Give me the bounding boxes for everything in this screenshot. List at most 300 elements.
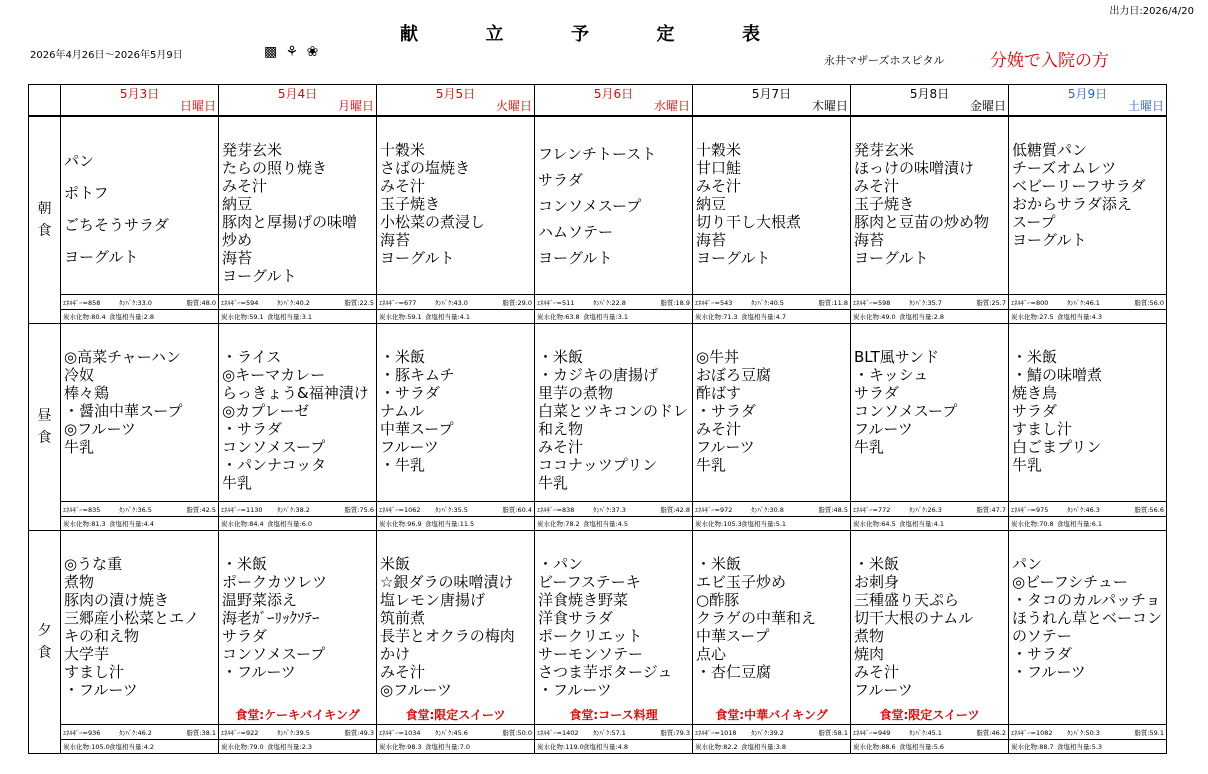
- fat-value: 脂質:38.1: [186, 729, 216, 737]
- carb-value: 炭水化物:79.0: [221, 743, 264, 751]
- nutrition-box: [693, 501, 850, 530]
- protein-value: ﾀﾝﾊﾟｸ:22.8: [593, 299, 626, 307]
- salt-value: 食塩相当量:4.3: [1057, 313, 1103, 321]
- dish-item: 里芋の煮物: [538, 384, 614, 402]
- dish-item: 牛乳: [538, 474, 569, 492]
- dish-item: ・タコのカルパッチョ: [1012, 591, 1161, 609]
- energy-value: ｴﾈﾙｷﾞｰ=835: [63, 506, 101, 514]
- protein-value: ﾀﾝﾊﾟｸ:30.8: [751, 506, 784, 514]
- dish-item: チーズオムレツ: [1012, 159, 1117, 177]
- salt-value: 食塩相当量:11.5: [425, 520, 475, 528]
- dish-item: エビ玉子炒め: [696, 573, 787, 591]
- carb-value: 炭水化物:59.1: [221, 313, 264, 321]
- salt-value: 食塩相当量:2.8: [109, 313, 155, 321]
- meal-cell: [219, 324, 377, 531]
- title-char: 立: [485, 24, 504, 45]
- dish-item: おぼろ豆腐: [696, 366, 772, 384]
- dish-item: 棒々鶏: [64, 384, 110, 402]
- title-char: 定: [656, 24, 675, 45]
- meal-cell-box: [535, 117, 692, 323]
- dish-list: [377, 531, 534, 699]
- nutrition-row-1: [219, 725, 376, 740]
- dish-item: 米飯: [380, 555, 411, 573]
- dish-list: [693, 324, 850, 474]
- dish-item: ・サラダ: [222, 420, 282, 438]
- dish-item: みそ汁: [380, 663, 426, 681]
- fat-value: 脂質:58.1: [818, 729, 848, 737]
- dish-list: [693, 117, 850, 267]
- dish-item: ベビーリーフサラダ: [1012, 177, 1146, 195]
- dish-item: たらの照り焼き: [222, 159, 328, 177]
- dish-list: [61, 531, 218, 699]
- dish-item: ヨーグルト: [538, 249, 613, 267]
- dish-item: 牛乳: [1012, 456, 1043, 474]
- nutrition-row-1: [1009, 295, 1166, 310]
- protein-value: ﾀﾝﾊﾟｸ:36.5: [119, 506, 152, 514]
- protein-value: ﾀﾝﾊﾟｸ:46.1: [1067, 299, 1100, 307]
- carb-value: 炭水化物:49.0: [853, 313, 896, 321]
- dish-item: ◎フルーツ: [380, 681, 452, 699]
- meal-cell-box: [535, 531, 692, 753]
- dish-item: 牛乳: [222, 474, 253, 492]
- dish-item: ほうれん草とベーコン: [1012, 609, 1163, 627]
- dish-item: パン: [1012, 555, 1043, 573]
- meal-cell: [1009, 116, 1167, 324]
- nutrition-row-2: [693, 516, 850, 530]
- nutrition-row-2: [1009, 739, 1166, 753]
- dish-item: みそ汁: [538, 438, 584, 456]
- nutrition-row-1: [219, 502, 376, 517]
- meal-label-dinner: [29, 531, 61, 754]
- dish-item: ・醤油中華スープ: [64, 402, 183, 420]
- dish-list: [219, 117, 376, 285]
- meal-label-breakfast: [29, 116, 61, 324]
- meal-cell-box: [693, 117, 850, 323]
- dish-item: ・サラダ: [380, 384, 440, 402]
- meal-cell-box: [61, 117, 218, 323]
- nutrition-row-1: [377, 295, 534, 310]
- hospital-name: 永井マザーズホスピタル: [824, 54, 945, 67]
- dish-item: ・米飯: [696, 555, 742, 573]
- carb-value: 炭水化物:59.1: [379, 313, 422, 321]
- protein-value: ﾀﾝﾊﾟｸ:38.2: [277, 506, 310, 514]
- fat-value: 脂質:11.8: [818, 299, 848, 307]
- dish-item: 豚肉と厚揚げの味噌: [222, 213, 358, 231]
- energy-value: ｴﾈﾙｷﾞｰ=972: [695, 506, 733, 514]
- fat-value: 脂質:48.0: [186, 299, 216, 307]
- dish-item: フレンチトースト: [538, 145, 657, 163]
- canteen-event: 食堂:中華バイキング: [715, 708, 828, 722]
- patient-type: 分娩で入院の方: [990, 51, 1109, 71]
- nutrition-row-1: [693, 295, 850, 310]
- dish-item: みそ汁: [380, 177, 426, 195]
- day-header-box: [1009, 85, 1166, 115]
- meal-cell-box: [693, 324, 850, 530]
- dish-item: ・鯖の味噌煮: [1012, 366, 1103, 384]
- dish-list: [535, 324, 692, 492]
- dish-item: 発芽玄米: [222, 141, 283, 159]
- nutrition-row-1: [61, 725, 218, 740]
- nutrition-box: [219, 294, 376, 323]
- nutrition-box: [1009, 294, 1166, 323]
- dish-item: フルーツ: [380, 438, 439, 456]
- dish-item: サーモンソテー: [538, 645, 644, 663]
- nutrition-box: [61, 724, 218, 753]
- fat-value: 脂質:48.5: [818, 506, 848, 514]
- dish-item: 焼肉: [854, 645, 885, 663]
- carb-value: 炭水化物:88.6: [853, 743, 896, 751]
- canteen-event: 食堂:限定スイーツ: [879, 708, 980, 722]
- day-date: 5月7日: [751, 87, 792, 101]
- dish-item: みそ汁: [854, 663, 900, 681]
- carb-value: 炭水化物:105.0: [63, 743, 110, 751]
- meal-cell: [1009, 324, 1167, 531]
- dish-item: ・米飯: [1012, 348, 1058, 366]
- energy-value: ｴﾈﾙｷﾞｰ=1082: [1011, 729, 1053, 737]
- protein-value: ﾀﾝﾊﾟｸ:45.6: [435, 729, 468, 737]
- dish-item: 煮物: [854, 627, 885, 645]
- carb-value: 炭水化物:84.4: [221, 520, 264, 528]
- carb-value: 炭水化物:96.9: [379, 520, 422, 528]
- carb-value: 炭水化物:64.5: [853, 520, 896, 528]
- fat-value: 脂質:42.8: [660, 506, 690, 514]
- meal-cell: [219, 116, 377, 324]
- dish-item: 筑前煮: [380, 609, 426, 627]
- protein-value: ﾀﾝﾊﾟｸ:43.0: [435, 299, 468, 307]
- day-date: 5月4日: [277, 87, 318, 101]
- dish-item: のソテー: [1012, 627, 1072, 645]
- protein-value: ﾀﾝﾊﾟｸ:45.1: [909, 729, 942, 737]
- dish-item: すまし汁: [1012, 420, 1073, 438]
- day-weekday: 水曜日: [653, 99, 690, 113]
- dish-item: パン: [64, 152, 95, 170]
- canteen-event: 食堂:ケーキバイキング: [235, 708, 360, 722]
- salt-value: 食塩相当量:5.6: [899, 743, 945, 751]
- dish-list: [693, 531, 850, 681]
- dish-item: BLT風サンド: [854, 348, 939, 366]
- dish-item: 酢ばす: [696, 384, 742, 402]
- dish-list: [1009, 531, 1166, 681]
- salt-value: 食塩相当量:3.1: [267, 313, 313, 321]
- salt-value: 食塩相当量:3.8: [741, 743, 787, 751]
- fat-value: 脂質:49.3: [344, 729, 374, 737]
- salt-value: 食塩相当量:3.1: [583, 313, 629, 321]
- nutrition-box: [693, 724, 850, 753]
- protein-value: ﾀﾝﾊﾟｸ:26.3: [909, 506, 942, 514]
- dish-list: [377, 324, 534, 474]
- dish-item: 煮物: [64, 573, 95, 591]
- day-date: 5月5日: [435, 87, 476, 101]
- meal-label-char: 夕: [37, 623, 52, 639]
- dish-list: [535, 531, 692, 699]
- dish-item: ナムル: [380, 402, 425, 420]
- dish-item: 温野菜添え: [222, 591, 298, 609]
- energy-value: ｴﾈﾙｷﾞｰ=1130: [221, 506, 263, 514]
- dish-item: ・サラダ: [696, 402, 756, 420]
- dish-item: ○酢豚: [696, 591, 740, 609]
- salt-value: 食塩相当量:4.1: [425, 313, 471, 321]
- day-date: 5月6日: [593, 87, 634, 101]
- nutrition-row-2: [693, 739, 850, 753]
- dish-item: ・牛乳: [380, 456, 426, 474]
- dish-item: 炒め: [222, 231, 253, 249]
- day-weekday: 月曜日: [337, 99, 374, 113]
- meal-cell: [693, 324, 851, 531]
- protein-value: ﾀﾝﾊﾟｸ:46.3: [1067, 506, 1100, 514]
- dish-item: お刺身: [854, 573, 900, 591]
- dish-list: [851, 117, 1008, 267]
- protein-value: ﾀﾝﾊﾟｸ:39.5: [277, 729, 310, 737]
- day-header-box: [851, 85, 1008, 115]
- nutrition-row-2: [61, 516, 218, 530]
- protein-value: ﾀﾝﾊﾟｸ:50.3: [1067, 729, 1100, 737]
- dish-item: みそ汁: [696, 177, 742, 195]
- nutrition-box: [61, 294, 218, 323]
- fat-value: 脂質:29.0: [502, 299, 532, 307]
- nutrition-row-2: [377, 739, 534, 753]
- energy-value: ｴﾈﾙｷﾞｰ=800: [1011, 299, 1049, 307]
- dish-item: 発芽玄米: [854, 141, 915, 159]
- nutrition-row-1: [535, 502, 692, 517]
- energy-value: ｴﾈﾙｷﾞｰ=511: [537, 299, 575, 307]
- dish-item: ポークカツレツ: [222, 573, 328, 591]
- decorative-icons: ▩ ⚘ ❀: [264, 44, 321, 60]
- nutrition-row-2: [535, 516, 692, 530]
- title-char: 献: [400, 24, 418, 45]
- salt-value: 食塩相当量:6.0: [267, 520, 313, 528]
- dish-item: 三種盛り天ぷら: [854, 591, 960, 609]
- meal-label-char: 食: [37, 430, 52, 446]
- carb-value: 炭水化物:88.7: [1011, 743, 1054, 751]
- meal-cell-box: [377, 531, 534, 753]
- dish-item: すまし汁: [64, 663, 125, 681]
- day-header: [693, 85, 851, 117]
- nutrition-box: [851, 501, 1008, 530]
- dish-list: [61, 324, 218, 456]
- meal-cell: [693, 531, 851, 754]
- dish-item: ◎うな重: [64, 555, 123, 573]
- salt-value: 食塩相当量:5.3: [1057, 743, 1103, 751]
- dish-list: [535, 117, 692, 271]
- dish-item: 焼き鳥: [1012, 384, 1058, 402]
- meal-cell-box: [1009, 324, 1166, 530]
- meal-label-char: 昼: [37, 408, 52, 424]
- dish-item: 切り干し大根煮: [696, 213, 802, 231]
- dish-item: 和え物: [538, 420, 584, 438]
- nutrition-row-1: [377, 502, 534, 517]
- day-header-box: [219, 85, 376, 115]
- nutrition-box: [377, 501, 534, 530]
- nutrition-row-2: [219, 309, 376, 323]
- nutrition-row-1: [535, 295, 692, 310]
- salt-value: 食塩相当量:4.8: [583, 743, 629, 751]
- canteen-event: 食堂:限定スイーツ: [405, 708, 506, 722]
- meal-cell: [851, 116, 1009, 324]
- meal-cell-box: [1009, 117, 1166, 323]
- dish-item: ヨーグルト: [1012, 231, 1087, 249]
- dish-item: 豚肉と豆苗の炒め物: [854, 213, 990, 231]
- dish-item: キの和え物: [64, 627, 140, 645]
- energy-value: ｴﾈﾙｷﾞｰ=1018: [695, 729, 737, 737]
- dish-item: ほっけの味噌漬け: [854, 159, 975, 177]
- protein-value: ﾀﾝﾊﾟｸ:33.0: [119, 299, 152, 307]
- nutrition-row-1: [693, 502, 850, 517]
- nutrition-row-1: [851, 725, 1008, 740]
- meal-cell: [61, 531, 219, 754]
- dish-item: ・杏仁豆腐: [696, 663, 772, 681]
- dish-item: ポトフ: [64, 184, 109, 202]
- nutrition-box: [377, 724, 534, 753]
- nutrition-row-2: [693, 309, 850, 323]
- dish-item: ヨーグルト: [222, 267, 297, 285]
- energy-value: ｴﾈﾙｷﾞｰ=975: [1011, 506, 1049, 514]
- dish-item: 三郷産小松菜とエノ: [64, 609, 200, 627]
- dish-item: 海苔: [380, 231, 411, 249]
- dish-list: [377, 117, 534, 267]
- day-header-box: [693, 85, 850, 115]
- meal-cell-box: [377, 324, 534, 530]
- meal-cell: [1009, 531, 1167, 754]
- dish-item: ポークリエット: [538, 627, 643, 645]
- dish-item: ◎フルーツ: [64, 420, 136, 438]
- meal-cell-box: [219, 531, 376, 753]
- protein-value: ﾀﾝﾊﾟｸ:39.2: [751, 729, 784, 737]
- nutrition-row-2: [851, 739, 1008, 753]
- dish-list: [851, 531, 1008, 699]
- dish-item: 白菜とツキコンのドレ: [538, 402, 689, 420]
- dish-item: ・サラダ: [1012, 645, 1072, 663]
- dish-item: おからサラダ添え: [1012, 195, 1132, 213]
- energy-value: ｴﾈﾙｷﾞｰ=772: [853, 506, 891, 514]
- dish-item: ヨーグルト: [696, 249, 771, 267]
- dish-item: 海苔: [222, 249, 253, 267]
- dish-list: [1009, 117, 1166, 249]
- dish-item: かけ: [380, 645, 411, 663]
- nutrition-row-2: [535, 309, 692, 323]
- dish-item: 海苔: [696, 231, 727, 249]
- dish-item: ・パン: [538, 555, 584, 573]
- meal-cell-box: [535, 324, 692, 530]
- salt-value: 食塩相当量:2.3: [267, 743, 313, 751]
- protein-value: ﾀﾝﾊﾟｸ:35.7: [909, 299, 942, 307]
- dish-item: さばの塩焼き: [380, 159, 471, 177]
- dish-item: 塩レモン唐揚げ: [380, 591, 486, 609]
- nutrition-row-2: [1009, 516, 1166, 530]
- dish-item: 冷奴: [64, 366, 95, 384]
- dish-item: 小松菜の煮浸し: [380, 213, 486, 231]
- carb-value: 炭水化物:63.8: [537, 313, 580, 321]
- carb-value: 炭水化物:78.2: [537, 520, 580, 528]
- dish-item: ・キッシュ: [854, 366, 929, 384]
- energy-value: ｴﾈﾙｷﾞｰ=1062: [379, 506, 421, 514]
- dish-item: ・フルーツ: [1012, 663, 1086, 681]
- carb-value: 炭水化物:71.3: [695, 313, 738, 321]
- day-header: [535, 85, 693, 117]
- dish-item: 玉子焼き: [854, 195, 915, 213]
- nutrition-row-1: [61, 502, 218, 517]
- day-weekday: 木曜日: [811, 99, 848, 113]
- period-range: 2026年4月26日～2026年5月9日: [30, 50, 183, 61]
- dish-item: 十穀米: [696, 141, 742, 159]
- nutrition-row-2: [377, 309, 534, 323]
- meal-cell-box: [61, 324, 218, 530]
- fat-value: 脂質:59.1: [1134, 729, 1164, 737]
- dish-list: [219, 324, 376, 492]
- nutrition-row-1: [377, 725, 534, 740]
- dish-item: ・フルーツ: [538, 681, 612, 699]
- dish-item: ・米飯: [222, 555, 268, 573]
- protein-value: ﾀﾝﾊﾟｸ:35.5: [435, 506, 468, 514]
- energy-value: ｴﾈﾙｷﾞｰ=543: [695, 299, 733, 307]
- meal-cell-box: [1009, 531, 1166, 753]
- salt-value: 食塩相当量:2.8: [899, 313, 945, 321]
- dish-item: フルーツ: [854, 420, 913, 438]
- dish-item: コンソメスープ: [222, 438, 326, 456]
- meal-cell: [535, 116, 693, 324]
- dish-item: フルーツ: [854, 681, 913, 699]
- dish-item: 洋食焼き野菜: [538, 591, 629, 609]
- fat-value: 脂質:42.5: [186, 506, 216, 514]
- nutrition-row-1: [851, 502, 1008, 517]
- dish-list: [851, 324, 1008, 456]
- nutrition-row-2: [61, 739, 218, 753]
- dish-item: クラゲの中華和え: [696, 609, 817, 627]
- fat-value: 脂質:46.2: [976, 729, 1006, 737]
- dish-item: ・米飯: [380, 348, 426, 366]
- dish-item: コンソメスープ: [222, 645, 326, 663]
- fat-value: 脂質:60.4: [502, 506, 532, 514]
- salt-value: 食塩相当量:6.1: [1057, 520, 1103, 528]
- meal-cell: [61, 324, 219, 531]
- fat-value: 脂質:56.0: [1134, 299, 1164, 307]
- dish-item: 玉子焼き: [380, 195, 441, 213]
- dish-item: ココナッツプリン: [538, 456, 658, 474]
- nutrition-box: [61, 501, 218, 530]
- nutrition-row-1: [851, 295, 1008, 310]
- dish-item: 豚肉の漬け焼き: [64, 591, 170, 609]
- energy-value: ｴﾈﾙｷﾞｰ=1402: [537, 729, 579, 737]
- dish-item: 中華スープ: [696, 627, 770, 645]
- nutrition-row-1: [1009, 502, 1166, 517]
- nutrition-row-2: [1009, 309, 1166, 323]
- meal-cell: [219, 531, 377, 754]
- dish-item: 納豆: [696, 195, 727, 213]
- energy-value: ｴﾈﾙｷﾞｰ=922: [221, 729, 259, 737]
- nutrition-box: [851, 724, 1008, 753]
- dish-item: ・フルーツ: [64, 681, 138, 699]
- day-weekday: 土曜日: [1127, 99, 1164, 113]
- dish-list: [219, 531, 376, 681]
- day-header: [61, 85, 219, 117]
- carb-value: 炭水化物:98.3: [379, 743, 422, 751]
- day-date: 5月3日: [119, 87, 160, 101]
- dish-item: スープ: [1012, 213, 1056, 231]
- fat-value: 脂質:25.7: [976, 299, 1006, 307]
- dish-item: 納豆: [222, 195, 253, 213]
- nutrition-row-1: [693, 725, 850, 740]
- dish-item: ・フルーツ: [222, 663, 296, 681]
- dish-item: フルーツ: [696, 438, 755, 456]
- protein-value: ﾀﾝﾊﾟｸ:57.1: [593, 729, 626, 737]
- dish-item: ・パンナコッタ: [222, 456, 327, 474]
- dish-item: ハムソテー: [538, 223, 614, 241]
- canteen-event: 食堂:コース料理: [569, 708, 658, 722]
- day-header-box: [535, 85, 692, 115]
- day-header: [1009, 85, 1167, 117]
- energy-value: ｴﾈﾙｷﾞｰ=936: [63, 729, 101, 737]
- meal-cell-box: [219, 324, 376, 530]
- nutrition-row-2: [61, 309, 218, 323]
